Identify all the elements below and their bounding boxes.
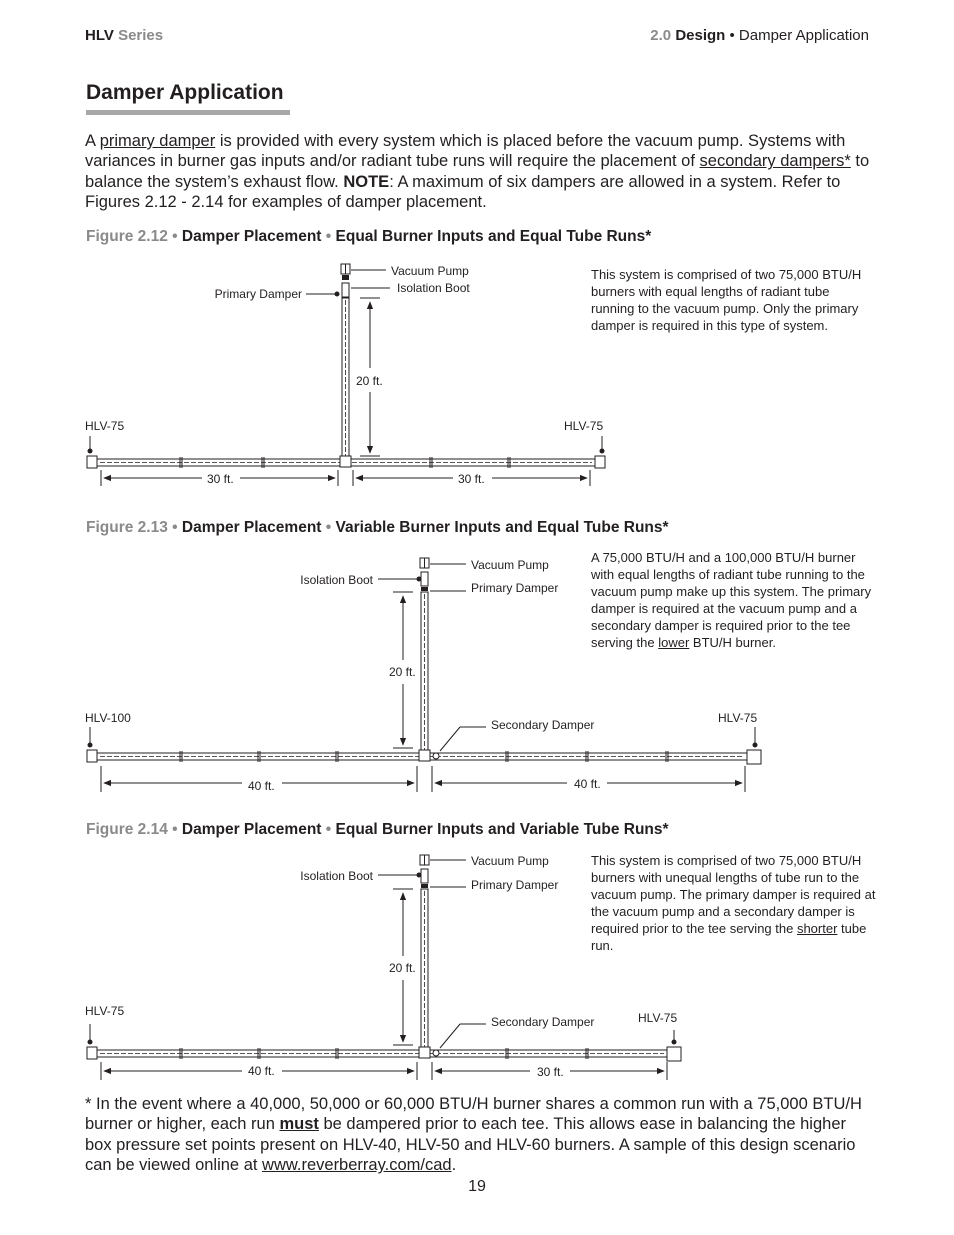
intro-paragraph: A primary damper is provided with every system which is placed before the vacuum pump. Systems with variances in burner gas inputs and/or radiant tube runs will require the placement of secondary dampers* to balance the system’s exhaust flow. NOTE: A maximum of six dampers are allowed in a system. Refer to Figures 2.12 - 2.14 for examples of damper placement. [85,132,870,212]
header-section: 2.0 Design • Damper Application [650,27,869,44]
label-left-length: 30 ft. [207,472,234,486]
figure-2-14-title: Figure 2.14 • Damper Placement • Equal Burner Inputs and Variable Tube Runs* [86,821,669,838]
burner-left [87,456,97,468]
label-secondary-damper: Secondary Damper [491,1015,595,1029]
label-right-burner: HLV-75 [564,419,604,433]
label-vertical-length: 20 ft. [389,961,416,975]
figure-2-14-description: This system is comprised of two 75,000 BTU/H burners with unequal lengths of tube run to the vacuum pump. The primary damper is required at the vacuum pump and a secondary damper is required prior to the tee serving the shorter tube run. [591,853,876,953]
label-left-length: 40 ft. [248,1064,275,1078]
burner-right [595,456,605,468]
figure-2-13-title: Figure 2.13 • Damper Placement • Variable Burner Inputs and Equal Tube Runs* [86,519,669,536]
figure-2-13-description: A 75,000 BTU/H and a 100,000 BTU/H burner with equal lengths of radiant tube running to the vacuum pump make up this system. The primary damper is required at the vacuum pump and a secondary damper is required prior to the tee serving the lower BTU/H burner. [591,550,872,650]
label-left-length: 40 ft. [248,779,275,793]
label-right-length: 30 ft. [537,1065,564,1079]
tee [419,1047,430,1058]
isolation-boot [421,572,428,586]
label-isolation-boot: Isolation Boot [300,869,373,883]
isolation-boot [342,283,349,297]
page-title: Damper Application [86,81,284,104]
tee [419,750,430,761]
secondary-damper [433,753,439,759]
burner-right [747,750,761,764]
label-primary-damper: Primary Damper [471,878,559,892]
label-right-burner: HLV-75 [638,1011,678,1025]
label-right-burner: HLV-75 [718,711,758,725]
figure-2-12-diagram [85,264,605,486]
label-left-burner: HLV-100 [85,711,131,725]
label-left-burner: HLV-75 [85,419,125,433]
label-vacuum-pump: Vacuum Pump [471,854,549,868]
label-primary-damper: Primary Damper [471,581,559,595]
page-number: 19 [468,1178,486,1195]
burner-left [87,1047,97,1059]
figure-2-12-description: This system is comprised of two 75,000 BTU/H burners with equal lengths of radiant tube running to the vacuum pump. Only the primary damper is required in this type of system. [591,267,862,333]
label-secondary-damper: Secondary Damper [491,718,595,732]
label-right-length: 40 ft. [574,777,601,791]
tee [340,456,351,467]
isolation-boot [421,869,428,883]
label-vacuum-pump: Vacuum Pump [391,264,469,278]
figure-2-12-title: Figure 2.12 • Damper Placement • Equal Burner Inputs and Equal Tube Runs* [86,228,652,245]
label-isolation-boot: Isolation Boot [300,573,373,587]
header-brand: HLV Series [85,27,164,44]
label-isolation-boot: Isolation Boot [397,281,470,295]
label-vertical-length: 20 ft. [356,374,383,388]
burner-right [667,1047,681,1061]
label-vertical-length: 20 ft. [389,665,416,679]
cad-link[interactable]: www.reverberray.com/cad [262,1156,452,1175]
burner-left [87,750,97,762]
label-left-burner: HLV-75 [85,1004,125,1018]
footnote: * In the event where a 40,000, 50,000 or 60,000 BTU/H burner shares a common run with a 75,000 BTU/H burner or higher, each run must be dampered prior to each tee. This allows ease in balancing the higher box pressure set points present on HLV-40, HLV-50 and HLV-60 burners. A sample of this design scenario can be viewed online at www.reverberray.com/cad. [85,1095,862,1175]
secondary-damper [433,1050,439,1056]
label-vacuum-pump: Vacuum Pump [471,558,549,572]
label-right-length: 30 ft. [458,472,485,486]
label-primary-damper: Primary Damper [214,287,302,301]
